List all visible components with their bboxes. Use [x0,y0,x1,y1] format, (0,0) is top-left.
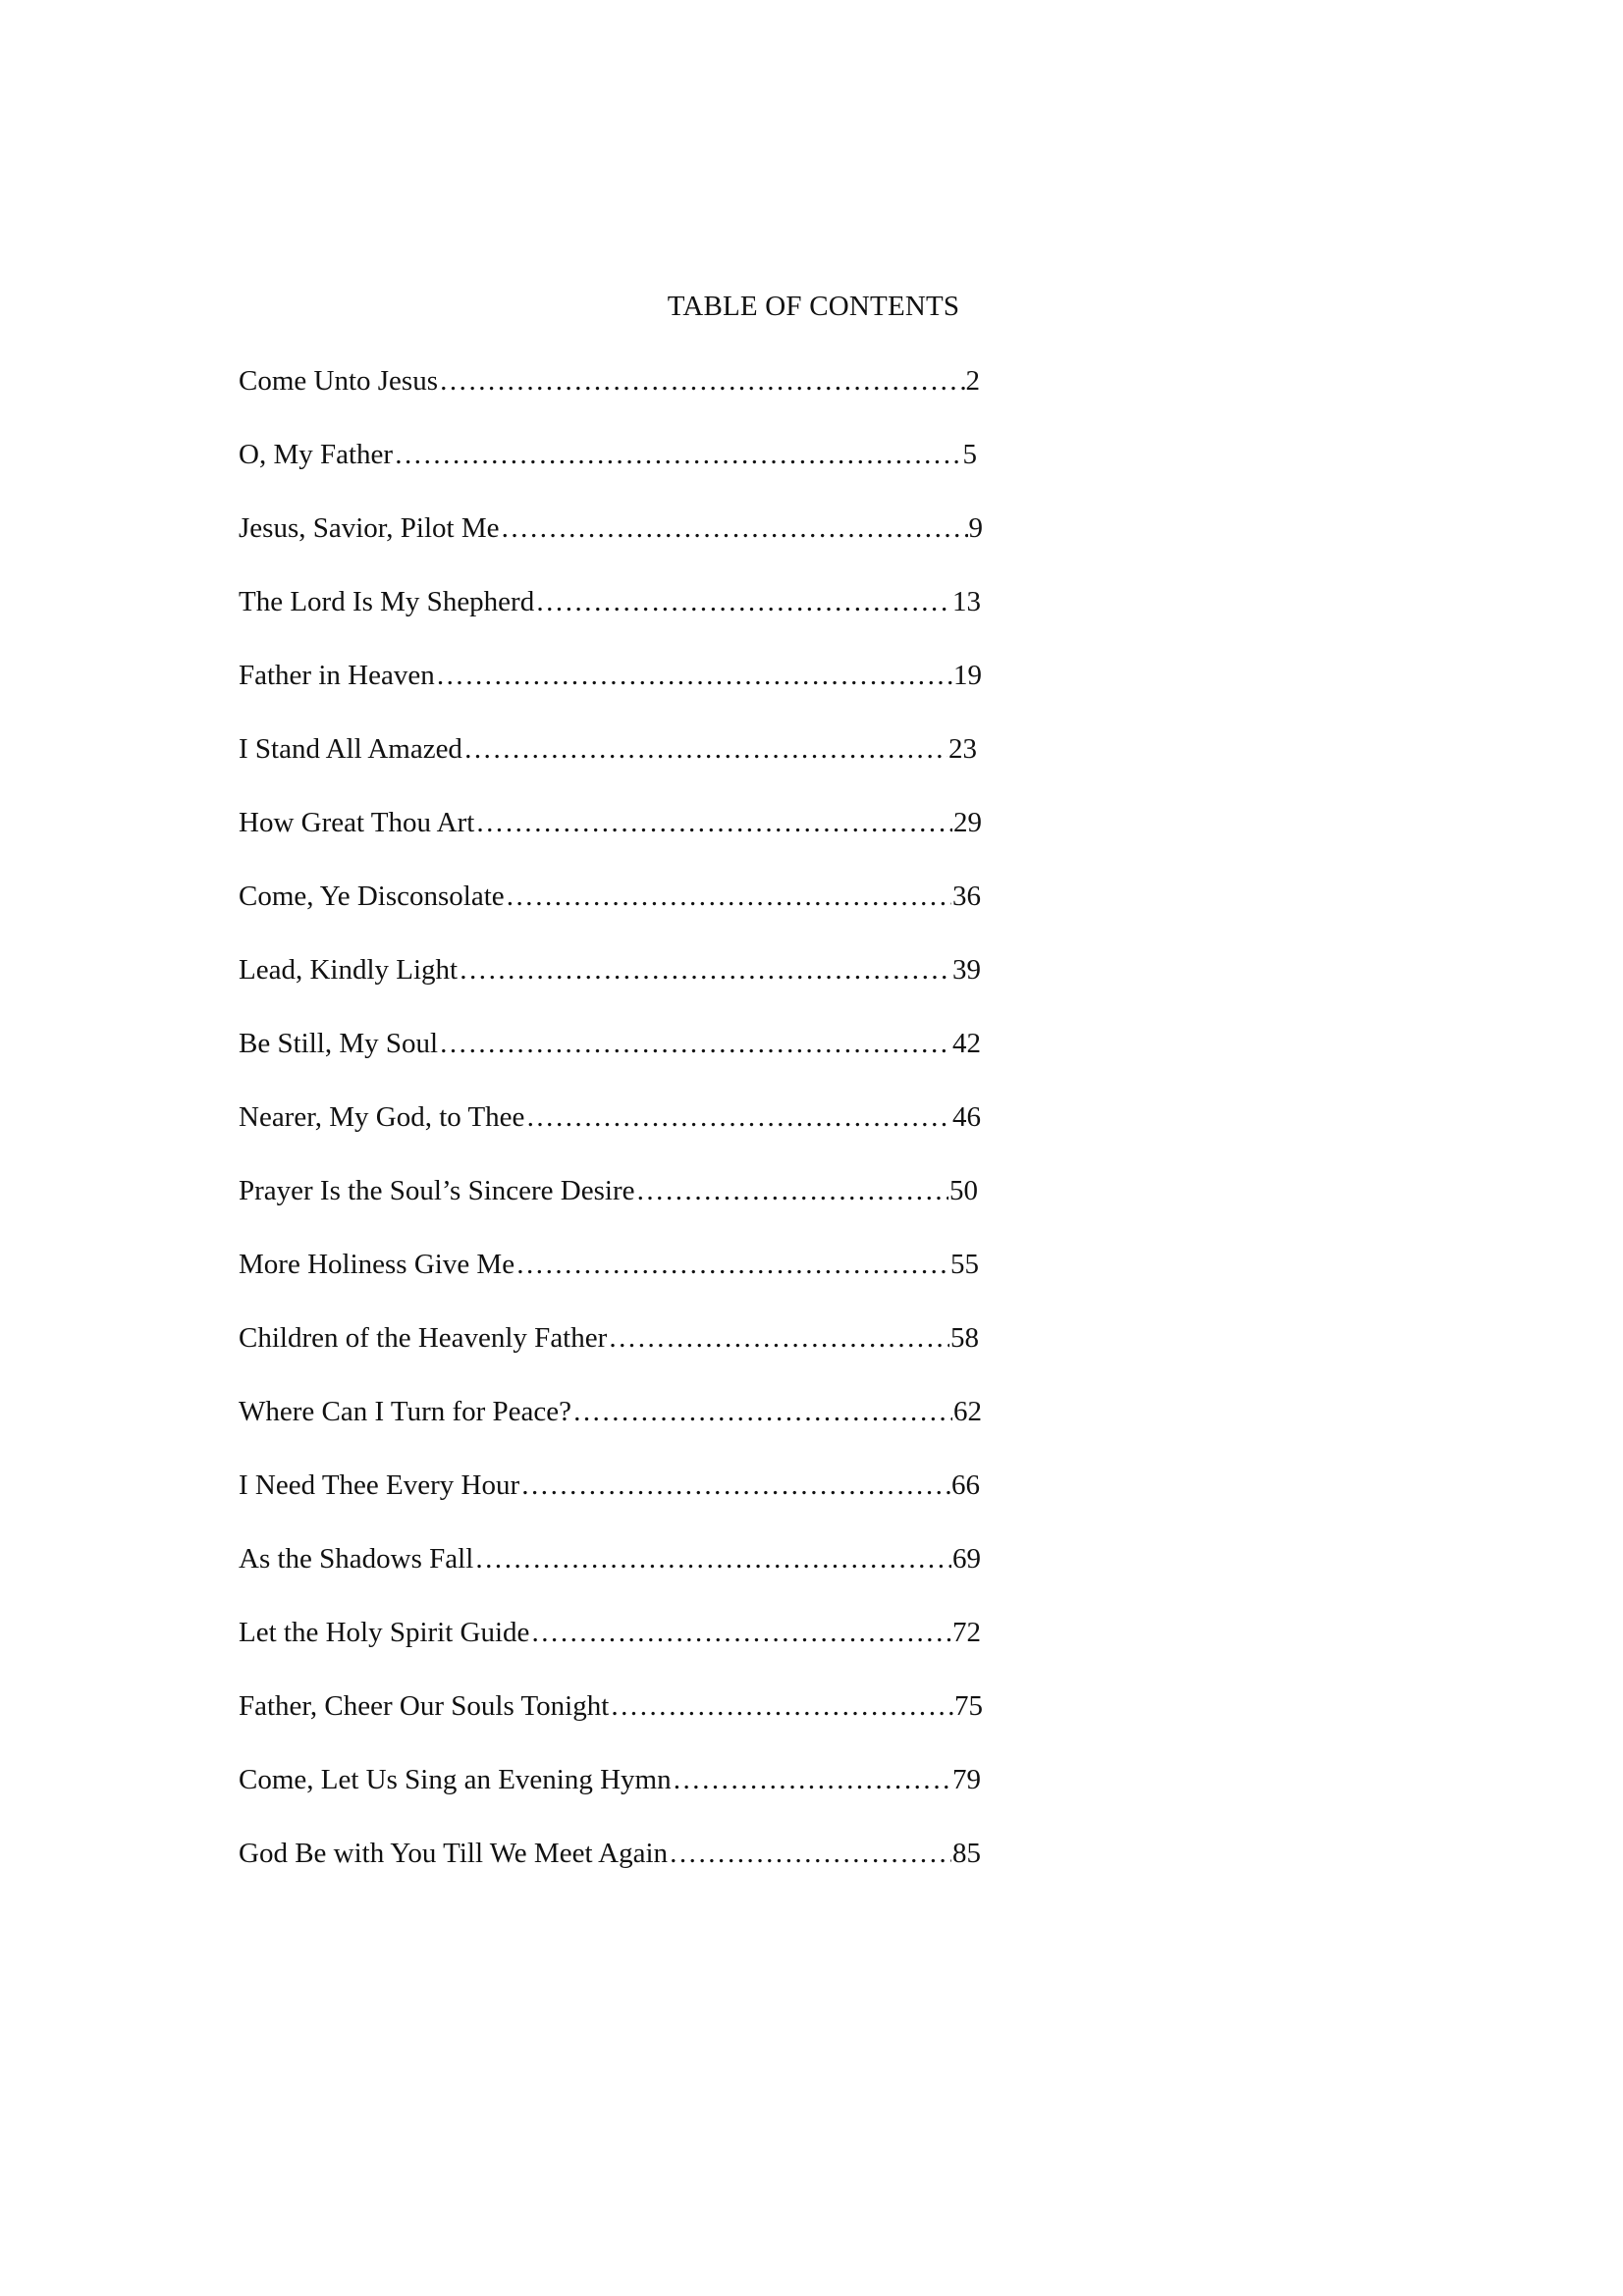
toc-entry-page-number: 85 [952,1838,981,1869]
toc-entry-page-number: 75 [954,1690,983,1722]
toc-entry-page-number: 5 [962,439,977,470]
toc-dot-leader [439,1026,951,1061]
toc-entry-page-number: 55 [950,1249,979,1280]
toc-entry-title: Nearer, My God, to Thee [239,1101,525,1133]
toc-entry-page-number: 79 [952,1764,981,1795]
toc-entry [239,1688,983,1762]
toc-entry-title: Jesus, Savior, Pilot Me [239,512,500,544]
toc-entry-title: As the Shadows Fall [239,1543,474,1575]
toc-dot-leader [459,952,951,988]
toc-entry-title: Let the Holy Spirit Guide [239,1617,530,1648]
toc-entry-title: More Holiness Give Me [239,1249,515,1280]
toc-entry-title: Be Still, My Soul [239,1028,439,1059]
toc-entry [239,510,983,584]
toc-entry-title: I Need Thee Every Hour [239,1469,520,1501]
toc-dot-leader [530,1615,951,1650]
toc-entry-page-number: 62 [953,1396,982,1427]
toc-dot-leader [394,437,961,472]
toc-dot-leader [610,1688,953,1724]
toc-entry [239,1247,979,1320]
toc-entry-page-number: 13 [952,586,981,617]
toc-entry-page-number: 58 [950,1322,979,1354]
toc-list [239,363,983,1909]
toc-entry-title: I Stand All Amazed [239,733,462,765]
toc-entry [239,1762,981,1836]
toc-entry-page-number: 66 [951,1469,980,1501]
toc-entry-page-number: 2 [965,365,980,397]
toc-entry [239,1320,979,1394]
toc-entry [239,437,977,510]
toc-entry-page-number: 46 [952,1101,981,1133]
toc-entry-title: Children of the Heavenly Father [239,1322,608,1354]
toc-entry [239,1468,980,1541]
toc-dot-leader [572,1394,952,1429]
toc-entry [239,1394,982,1468]
toc-entry-title: O, My Father [239,439,394,470]
toc-dot-leader [608,1320,949,1356]
toc-dot-leader [475,805,952,840]
toc-entry-title: Father in Heaven [239,660,435,691]
toc-entry-title: Prayer Is the Soul’s Sincere Desire [239,1175,635,1206]
toc-entry-title: The Lord Is My Shepherd [239,586,535,617]
toc-entry-title: How Great Thou Art [239,807,475,838]
toc-entry-page-number: 9 [968,512,983,544]
toc-dot-leader [520,1468,950,1503]
toc-dot-leader [535,584,951,619]
toc-dot-leader [463,731,947,767]
toc-entry-page-number: 36 [952,881,981,912]
toc-dot-leader [436,658,952,693]
toc-dot-leader [439,363,965,399]
toc-dot-leader [501,510,968,546]
toc-entry [239,1836,981,1909]
toc-entry-page-number: 69 [952,1543,981,1575]
toc-entry [239,879,981,952]
toc-dot-leader [525,1099,951,1135]
toc-dot-leader [506,879,951,914]
toc-entry [239,1615,981,1688]
toc-dot-leader [673,1762,951,1797]
toc-entry-page-number: 23 [948,733,977,765]
toc-entry [239,805,982,879]
toc-dot-leader [669,1836,951,1871]
toc-dot-leader [635,1173,948,1208]
toc-entry [239,1541,981,1615]
toc-entry [239,1173,978,1247]
toc-entry-title: Father, Cheer Our Souls Tonight [239,1690,610,1722]
toc-entry-page-number: 39 [952,954,981,986]
toc-dot-leader [515,1247,949,1282]
toc-entry-page-number: 19 [953,660,982,691]
toc-entry [239,952,981,1026]
toc-entry-title: Come, Ye Disconsolate [239,881,505,912]
toc-heading: TABLE OF CONTENTS [667,291,960,322]
toc-entry [239,1099,981,1173]
toc-entry-page-number: 50 [949,1175,978,1206]
toc-dot-leader [474,1541,951,1576]
toc-entry-title: Come Unto Jesus [239,365,438,397]
toc-entry [239,363,980,437]
toc-entry-title: Lead, Kindly Light [239,954,459,986]
toc-entry-page-number: 42 [952,1028,981,1059]
toc-entry-page-number: 29 [953,807,982,838]
toc-entry [239,658,982,731]
toc-entry [239,1026,981,1099]
toc-entry-title: Come, Let Us Sing an Evening Hymn [239,1764,672,1795]
toc-entry-title: God Be with You Till We Meet Again [239,1838,669,1869]
toc-entry-page-number: 72 [952,1617,981,1648]
toc-entry [239,584,981,658]
toc-entry-title: Where Can I Turn for Peace? [239,1396,572,1427]
toc-entry [239,731,977,805]
